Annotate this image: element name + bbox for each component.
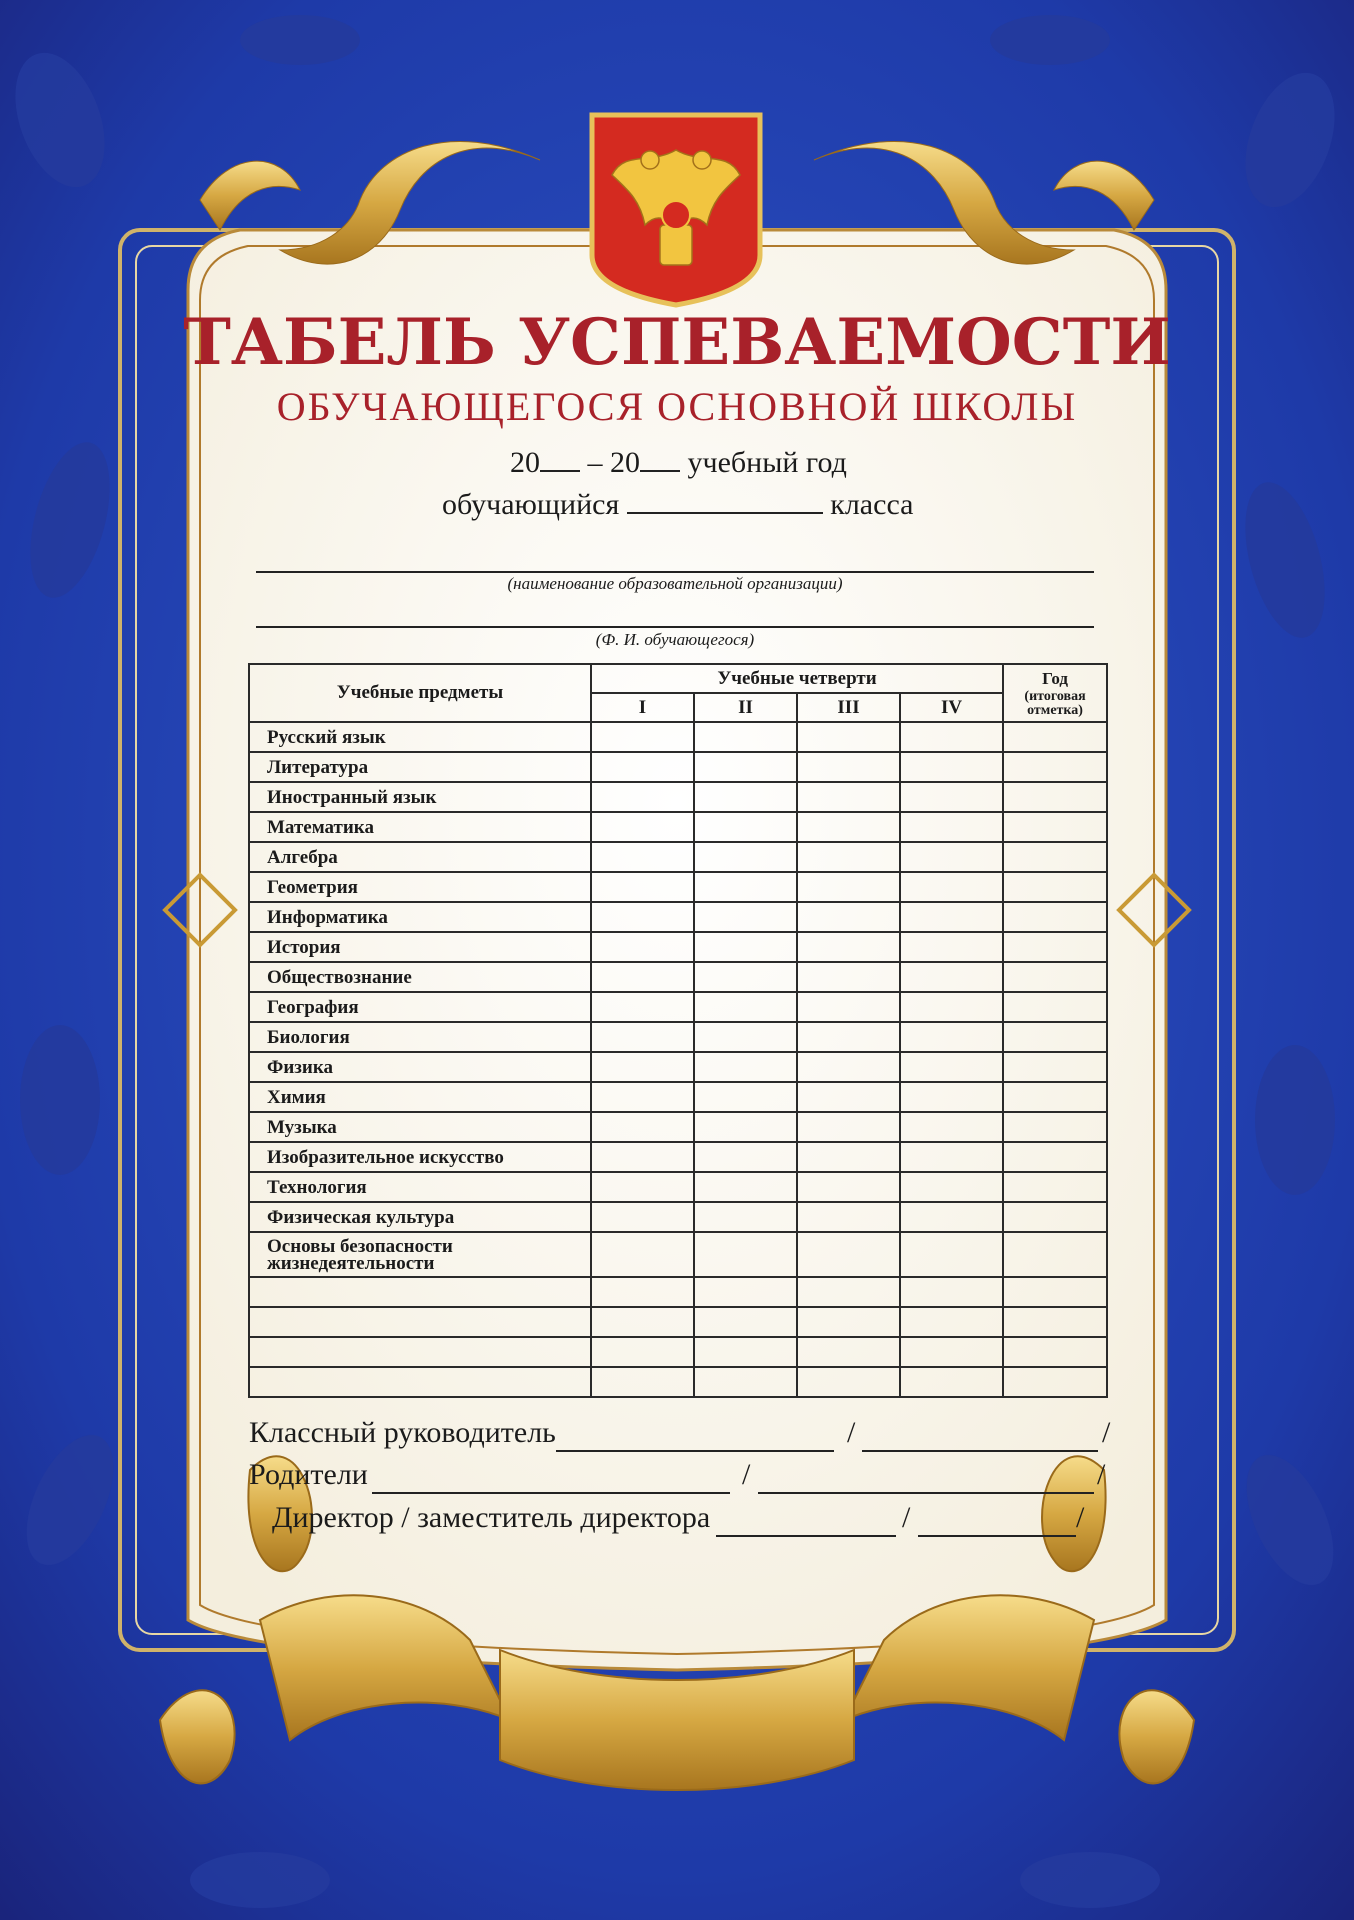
quarter-3-header: III	[797, 693, 900, 722]
quarter-grade-cell[interactable]	[797, 992, 900, 1022]
class-blank[interactable]	[627, 486, 823, 514]
quarter-grade-cell[interactable]	[591, 782, 694, 812]
quarter-grade-cell[interactable]	[900, 1112, 1003, 1142]
table-row	[249, 872, 1107, 902]
year-grade-cell[interactable]	[1003, 1172, 1107, 1202]
quarter-grade-cell[interactable]	[900, 1367, 1003, 1397]
organization-line[interactable]	[256, 571, 1094, 573]
year-dash: – 20	[587, 446, 640, 479]
table-row	[249, 752, 1107, 782]
quarter-grade-cell[interactable]	[591, 1022, 694, 1052]
teacher-slash-open: /	[847, 1416, 856, 1449]
table-row	[249, 992, 1107, 1022]
subject-cell	[249, 1277, 591, 1307]
parents-slash-open: /	[742, 1458, 751, 1491]
subject-cell: География	[249, 992, 591, 1022]
table-row	[249, 812, 1107, 842]
quarter-grade-cell[interactable]	[797, 1367, 900, 1397]
table-row	[249, 1202, 1107, 1232]
table-row	[249, 1052, 1107, 1082]
year-grade-cell[interactable]	[1003, 872, 1107, 902]
quarter-grade-cell[interactable]	[591, 1337, 694, 1367]
quarter-grade-cell[interactable]	[694, 1277, 797, 1307]
teacher-slash-close: /	[1102, 1416, 1111, 1449]
subject-cell: Литература	[249, 752, 591, 782]
quarter-grade-cell[interactable]	[900, 872, 1003, 902]
quarter-grade-cell[interactable]	[900, 1022, 1003, 1052]
quarter-grade-cell[interactable]	[591, 1367, 694, 1397]
quarter-grade-cell[interactable]	[591, 812, 694, 842]
table-row	[249, 1307, 1107, 1337]
quarter-grade-cell[interactable]	[591, 1142, 694, 1172]
quarter-grade-cell[interactable]	[797, 782, 900, 812]
table-row	[249, 1367, 1107, 1397]
quarter-grade-cell[interactable]	[797, 1082, 900, 1112]
quarter-grade-cell[interactable]	[900, 1277, 1003, 1307]
quarter-grade-cell[interactable]	[694, 722, 797, 752]
parents-signature-line[interactable]	[372, 1492, 730, 1494]
quarter-grade-cell[interactable]	[694, 1082, 797, 1112]
year-header-note: (итоговая отметка)	[1024, 689, 1086, 718]
quarter-grade-cell[interactable]	[591, 962, 694, 992]
quarter-grade-cell[interactable]	[694, 842, 797, 872]
director-name-line[interactable]	[918, 1535, 1076, 1537]
year-end-blank[interactable]	[640, 444, 680, 472]
quarter-grade-cell[interactable]	[797, 1172, 900, 1202]
quarter-grade-cell[interactable]	[900, 722, 1003, 752]
subject-cell: Физическая культура	[249, 1202, 591, 1232]
table-row	[249, 1112, 1107, 1142]
quarter-grade-cell[interactable]	[900, 1052, 1003, 1082]
table-row	[249, 1142, 1107, 1172]
table-row	[249, 1232, 1107, 1277]
year-grade-cell[interactable]	[1003, 782, 1107, 812]
quarter-grade-cell[interactable]	[797, 1142, 900, 1172]
quarter-grade-cell[interactable]	[797, 872, 900, 902]
quarter-grade-cell[interactable]	[694, 1202, 797, 1232]
quarter-grade-cell[interactable]	[591, 842, 694, 872]
quarter-grade-cell[interactable]	[694, 1052, 797, 1082]
quarter-grade-cell[interactable]	[797, 722, 900, 752]
subject-cell	[249, 1367, 591, 1397]
year-grade-cell[interactable]	[1003, 1367, 1107, 1397]
year-grade-cell[interactable]	[1003, 812, 1107, 842]
subject-cell: История	[249, 932, 591, 962]
year-prefix: 20	[510, 446, 540, 479]
year-grade-cell[interactable]	[1003, 962, 1107, 992]
quarter-grade-cell[interactable]	[694, 1112, 797, 1142]
year-start-blank[interactable]	[540, 444, 580, 472]
quarter-grade-cell[interactable]	[694, 812, 797, 842]
quarter-grade-cell[interactable]	[797, 1277, 900, 1307]
academic-year-line	[510, 444, 847, 480]
table-row	[249, 962, 1107, 992]
year-grade-cell[interactable]	[1003, 1082, 1107, 1112]
quarter-2-header: II	[694, 693, 797, 722]
quarter-4-header: IV	[900, 693, 1003, 722]
quarter-grade-cell[interactable]	[797, 962, 900, 992]
student-name-line[interactable]	[256, 626, 1094, 628]
table-row	[249, 1337, 1107, 1367]
quarter-grade-cell[interactable]	[900, 1172, 1003, 1202]
subject-cell: Физика	[249, 1052, 591, 1082]
quarter-grade-cell[interactable]	[694, 752, 797, 782]
table-row	[249, 782, 1107, 812]
quarter-grade-cell[interactable]	[591, 1052, 694, 1082]
year-grade-cell[interactable]	[1003, 722, 1107, 752]
quarter-grade-cell[interactable]	[694, 902, 797, 932]
subject-cell: Обществознание	[249, 962, 591, 992]
year-grade-cell[interactable]	[1003, 1337, 1107, 1367]
quarter-1-header: I	[591, 693, 694, 722]
quarter-grade-cell[interactable]	[900, 812, 1003, 842]
director-slash-open: /	[902, 1501, 911, 1534]
quarter-grade-cell[interactable]	[694, 962, 797, 992]
quarter-grade-cell[interactable]	[797, 1232, 900, 1277]
parents-slash-close: /	[1097, 1458, 1106, 1491]
quarter-grade-cell[interactable]	[591, 722, 694, 752]
year-suffix: учебный год	[687, 446, 847, 479]
table-row	[249, 842, 1107, 872]
quarter-grade-cell[interactable]	[694, 1142, 797, 1172]
quarter-grade-cell[interactable]	[591, 1112, 694, 1142]
quarter-grade-cell[interactable]	[591, 1307, 694, 1337]
quarter-grade-cell[interactable]	[797, 1022, 900, 1052]
quarter-grade-cell[interactable]	[694, 932, 797, 962]
table-row	[249, 1277, 1107, 1307]
year-grade-cell[interactable]	[1003, 902, 1107, 932]
quarter-grade-cell[interactable]	[591, 1082, 694, 1112]
quarter-grade-cell[interactable]	[797, 1337, 900, 1367]
subject-cell: Изобразительное искусство	[249, 1142, 591, 1172]
subject-cell: Информатика	[249, 902, 591, 932]
subject-cell: Технология	[249, 1172, 591, 1202]
quarter-grade-cell[interactable]	[694, 1172, 797, 1202]
quarter-grade-cell[interactable]	[591, 1202, 694, 1232]
quarter-grade-cell[interactable]	[900, 992, 1003, 1022]
student-suffix: класса	[830, 488, 914, 521]
quarter-grade-cell[interactable]	[591, 1172, 694, 1202]
year-grade-cell[interactable]	[1003, 1277, 1107, 1307]
quarter-grade-cell[interactable]	[591, 872, 694, 902]
subject-cell: Химия	[249, 1082, 591, 1112]
quarter-grade-cell[interactable]	[797, 1052, 900, 1082]
quarter-grade-cell[interactable]	[797, 812, 900, 842]
subject-cell: Алгебра	[249, 842, 591, 872]
quarter-grade-cell[interactable]	[900, 962, 1003, 992]
subject-cell: Основы безопасности жизнедеятельности	[249, 1232, 591, 1277]
quarter-grade-cell[interactable]	[797, 1202, 900, 1232]
table-row	[249, 1022, 1107, 1052]
year-header-label: Год	[1042, 669, 1068, 688]
year-grade-cell[interactable]	[1003, 1052, 1107, 1082]
table-row	[249, 902, 1107, 932]
quarter-grade-cell[interactable]	[900, 1142, 1003, 1172]
table-row	[249, 932, 1107, 962]
quarter-grade-cell[interactable]	[900, 902, 1003, 932]
quarter-grade-cell[interactable]	[797, 842, 900, 872]
quarter-grade-cell[interactable]	[694, 1337, 797, 1367]
quarter-grade-cell[interactable]	[797, 932, 900, 962]
quarter-grade-cell[interactable]	[900, 1082, 1003, 1112]
year-grade-cell[interactable]	[1003, 1232, 1107, 1277]
year-grade-cell[interactable]	[1003, 1112, 1107, 1142]
quarter-grade-cell[interactable]	[797, 752, 900, 782]
director-label: Директор / заместитель директора	[272, 1501, 711, 1534]
quarter-grade-cell[interactable]	[591, 1232, 694, 1277]
table-row	[249, 722, 1107, 752]
quarter-grade-cell[interactable]	[900, 782, 1003, 812]
year-header	[1003, 664, 1107, 722]
year-grade-cell[interactable]	[1003, 752, 1107, 782]
subject-cell: Математика	[249, 812, 591, 842]
quarter-grade-cell[interactable]	[797, 902, 900, 932]
quarter-grade-cell[interactable]	[591, 902, 694, 932]
teacher-signature-line[interactable]	[556, 1450, 834, 1452]
year-grade-cell[interactable]	[1003, 1022, 1107, 1052]
subject-cell: Музыка	[249, 1112, 591, 1142]
quarter-grade-cell[interactable]	[900, 1337, 1003, 1367]
director-signature-line[interactable]	[716, 1535, 896, 1537]
quarters-header: Учебные четверти	[591, 664, 1003, 693]
subject-cell: Биология	[249, 1022, 591, 1052]
quarter-grade-cell[interactable]	[694, 872, 797, 902]
student-prefix: обучающийся	[442, 488, 620, 521]
quarter-grade-cell[interactable]	[900, 1307, 1003, 1337]
coat-of-arms-icon	[592, 115, 760, 305]
teacher-label: Классный руководитель	[249, 1416, 556, 1449]
year-grade-cell[interactable]	[1003, 1202, 1107, 1232]
quarter-grade-cell[interactable]	[900, 932, 1003, 962]
quarter-grade-cell[interactable]	[591, 752, 694, 782]
year-grade-cell[interactable]	[1003, 992, 1107, 1022]
quarter-grade-cell[interactable]	[694, 1232, 797, 1277]
year-grade-cell[interactable]	[1003, 932, 1107, 962]
subject-cell	[249, 1337, 591, 1367]
quarter-grade-cell[interactable]	[591, 1277, 694, 1307]
quarter-grade-cell[interactable]	[694, 992, 797, 1022]
table-row	[249, 1172, 1107, 1202]
document-subtitle: ОБУЧАЮЩЕГОСЯ ОСНОВНОЙ ШКОЛЫ	[276, 384, 1078, 429]
year-grade-cell[interactable]	[1003, 1307, 1107, 1337]
quarter-grade-cell[interactable]	[694, 782, 797, 812]
class-line	[442, 486, 913, 522]
quarter-grade-cell[interactable]	[900, 752, 1003, 782]
quarter-grade-cell[interactable]	[900, 1202, 1003, 1232]
parents-label: Родители	[249, 1458, 368, 1491]
teacher-name-line[interactable]	[862, 1450, 1098, 1452]
quarter-grade-cell[interactable]	[694, 1367, 797, 1397]
quarter-grade-cell[interactable]	[900, 1232, 1003, 1277]
table-row	[249, 1082, 1107, 1112]
subject-cell: Иностранный язык	[249, 782, 591, 812]
quarter-grade-cell[interactable]	[591, 932, 694, 962]
subjects-header: Учебные предметы	[249, 664, 591, 722]
year-grade-cell[interactable]	[1003, 842, 1107, 872]
quarter-grade-cell[interactable]	[694, 1022, 797, 1052]
quarter-grade-cell[interactable]	[797, 1307, 900, 1337]
subject-cell: Геометрия	[249, 872, 591, 902]
quarter-grade-cell[interactable]	[900, 842, 1003, 872]
quarter-grade-cell[interactable]	[694, 1307, 797, 1337]
quarter-grade-cell[interactable]	[797, 1112, 900, 1142]
grade-table	[248, 663, 1108, 1398]
subject-cell: Русский язык	[249, 722, 591, 752]
quarter-grade-cell[interactable]	[591, 992, 694, 1022]
student-name-hint: (Ф. И. обучающегося)	[595, 630, 755, 649]
document-title: ТАБЕЛЬ УСПЕВАЕМОСТИ	[183, 305, 1171, 380]
parents-name-line[interactable]	[758, 1492, 1094, 1494]
organization-hint: (наименование образовательной организации)	[507, 574, 843, 593]
subject-cell	[249, 1307, 591, 1337]
director-slash-close: /	[1076, 1501, 1085, 1534]
year-grade-cell[interactable]	[1003, 1142, 1107, 1172]
